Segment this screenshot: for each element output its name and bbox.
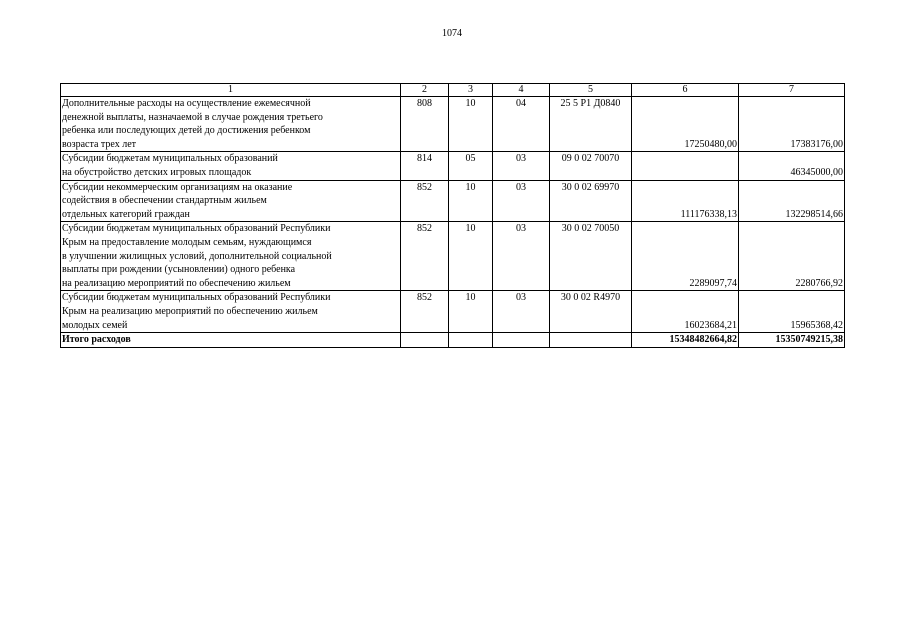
column-header-4: 4 bbox=[493, 84, 550, 97]
section-code-cell: 10 bbox=[449, 222, 493, 291]
section-code-cell: 10 bbox=[449, 291, 493, 333]
subsection-code-cell: 04 bbox=[493, 97, 550, 152]
target-article-cell: 25 5 Р1 Д0840 bbox=[550, 97, 632, 152]
empty-cell bbox=[449, 333, 493, 348]
expense-name-cell: Субсидии некоммерческим организациям на оказание содействия в обеспечении стандартным жильем отдельных категорий граждан bbox=[61, 180, 401, 222]
table-row bbox=[61, 222, 845, 291]
column-header-7: 7 bbox=[739, 84, 845, 97]
column-header-2: 2 bbox=[401, 84, 449, 97]
section-code-cell: 10 bbox=[449, 180, 493, 222]
target-article-cell: 30 0 02 R4970 bbox=[550, 291, 632, 333]
amount-year2-cell: 46345000,00 bbox=[739, 152, 845, 180]
total-year1-cell: 15348482664,82 bbox=[632, 333, 739, 348]
target-article-cell: 09 0 02 70070 bbox=[550, 152, 632, 180]
target-article-cell: 30 0 02 69970 bbox=[550, 180, 632, 222]
table-header-row bbox=[61, 84, 845, 97]
subsection-code-cell: 03 bbox=[493, 222, 550, 291]
column-header-6: 6 bbox=[632, 84, 739, 97]
column-header-3: 3 bbox=[449, 84, 493, 97]
column-header-1: 1 bbox=[61, 84, 401, 97]
total-label: Итого расходов bbox=[61, 333, 401, 348]
ministry-code-cell: 852 bbox=[401, 291, 449, 333]
ministry-code-cell: 852 bbox=[401, 222, 449, 291]
total-year2-cell: 15350749215,38 bbox=[739, 333, 845, 348]
amount-year1-cell: 17250480,00 bbox=[632, 97, 739, 152]
amount-year1-cell: 111176338,13 bbox=[632, 180, 739, 222]
empty-cell bbox=[401, 333, 449, 348]
amount-year1-cell: 2289097,74 bbox=[632, 222, 739, 291]
table-row bbox=[61, 97, 845, 152]
ministry-code-cell: 852 bbox=[401, 180, 449, 222]
amount-year2-cell: 132298514,66 bbox=[739, 180, 845, 222]
table-row bbox=[61, 291, 845, 333]
empty-cell bbox=[493, 333, 550, 348]
amount-year2-cell: 2280766,92 bbox=[739, 222, 845, 291]
section-code-cell: 10 bbox=[449, 97, 493, 152]
amount-year2-cell: 17383176,00 bbox=[739, 97, 845, 152]
amount-year1-cell: 16023684,21 bbox=[632, 291, 739, 333]
expenses-table bbox=[60, 83, 845, 348]
subsection-code-cell: 03 bbox=[493, 180, 550, 222]
table-row bbox=[61, 180, 845, 222]
ministry-code-cell: 814 bbox=[401, 152, 449, 180]
total-row bbox=[61, 333, 845, 348]
ministry-code-cell: 808 bbox=[401, 97, 449, 152]
page-number: 1074 bbox=[442, 28, 462, 39]
subsection-code-cell: 03 bbox=[493, 152, 550, 180]
subsection-code-cell: 03 bbox=[493, 291, 550, 333]
expense-name-cell: Субсидии бюджетам муниципальных образований Республики Крым на реализацию мероприятий по обеспечению жильем молодых семей bbox=[61, 291, 401, 333]
table-row bbox=[61, 152, 845, 180]
empty-cell bbox=[550, 333, 632, 348]
column-header-5: 5 bbox=[550, 84, 632, 97]
expense-name-cell: Субсидии бюджетам муниципальных образований Республики Крым на предоставление молодым семьям, нуждающимся в улучшении жилищных условий, дополнительной социальной выплаты при рождении (усыновлении) одного ребенка на реализацию мероприятий по обеспечению жильем bbox=[61, 222, 401, 291]
amount-year1-cell bbox=[632, 152, 739, 180]
section-code-cell: 05 bbox=[449, 152, 493, 180]
target-article-cell: 30 0 02 70050 bbox=[550, 222, 632, 291]
expense-name-cell: Субсидии бюджетам муниципальных образований на обустройство детских игровых площадок bbox=[61, 152, 401, 180]
amount-year2-cell: 15965368,42 bbox=[739, 291, 845, 333]
expense-name-cell: Дополнительные расходы на осуществление ежемесячной денежной выплаты, назначаемой в случае рождения третьего ребенка или последующих детей до достижения ребенком возраста трех лет bbox=[61, 97, 401, 152]
